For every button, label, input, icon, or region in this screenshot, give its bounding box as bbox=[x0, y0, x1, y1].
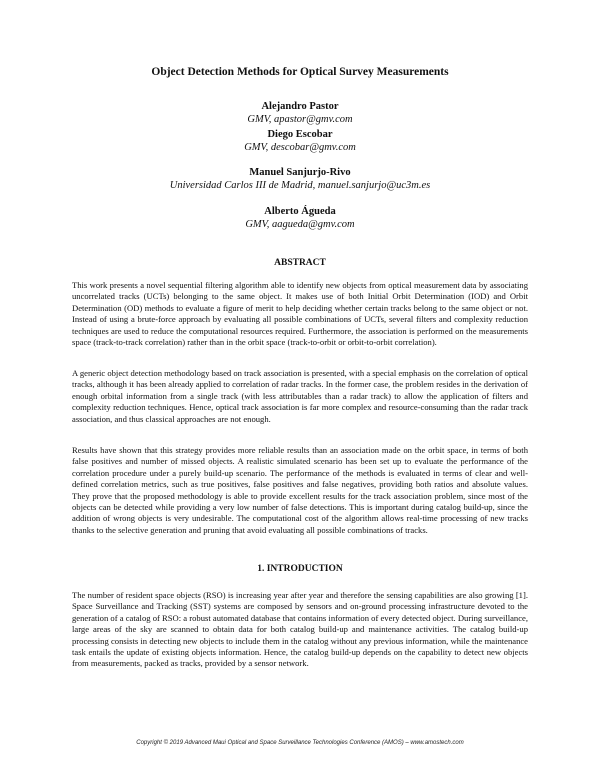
author-name: Manuel Sanjurjo-Rivo bbox=[249, 167, 351, 178]
author-affiliation: GMV, descobar@gmv.com bbox=[244, 142, 356, 153]
page-footer: Copyright © 2019 Advanced Maui Optical and Space Surveillance Technologies Conference (AMOS) – www.amostech.com bbox=[136, 740, 464, 746]
abstract-paragraph: Results have shown that this strategy provides more reliable results than an association made on the orbit space, in terms of both false positives and number of missed objects. A realistic simulated scenario has been set up to evaluate the performance of the correlation procedure under a purely build-up scenario. The performance of the methods is evaluated in terms of clear and well-defined correlation metrics, such as true positives, false positives and false negatives, providing both ratios and absolute values. They prove that the proposed methodology is able to provide excellent results for the track association problem, since most of the objects can be detected while providing a very low number of false detections. This is important during catalog build-up, since the addition of wrong objects is very undesirable. The computational cost of the algorithm allows real-time processing of new tracks thanks to the selective generation and pruning that avoid evaluating all possible combinations of tracks. bbox=[72, 445, 528, 535]
introduction-paragraph: The number of resident space objects (RSO) is increasing year after year and therefore the sensing capabilities are also growing [1]. Space Surveillance and Tracking (SST) systems are composed by sensors and on-ground processing infrastructure devoted to the generation of a catalog of RSO: a robust automated database that contains information of every detected object. During surveillance, large areas of the sky are scanned to obtain data for both catalog build-up and maintenance activities. The catalog build-up processing consists in detecting new objects to include them in the catalog without any previous information, while the maintenance task entails the update of existing objects information. Hence, the catalog build-up depends on the capability to detect new objects from measurements, packed as tracks, provided by a sensor network. bbox=[72, 590, 528, 669]
abstract-heading: ABSTRACT bbox=[274, 258, 326, 268]
abstract-paragraph: A generic object detection methodology based on track association is presented, with a special emphasis on the correlation of optical tracks, although it has been already applied to correlation of radar tracks. In the former case, the problem resides in the derivation of enough orbital information from a single track (with less attributables than a radar track) to allow the application of filters and complexity reduction techniques. Hence, optical track association is far more complex and resource-consuming than the radar track association, and thus classical approaches are not enough. bbox=[72, 368, 528, 424]
author-block bbox=[0, 205, 600, 231]
author-block bbox=[0, 128, 600, 154]
author-affiliation: GMV, apastor@gmv.com bbox=[247, 114, 353, 125]
author-block bbox=[0, 100, 600, 126]
author-name: Alejandro Pastor bbox=[261, 101, 339, 112]
paper-title: Object Detection Methods for Optical Survey Measurements bbox=[151, 66, 449, 78]
author-block bbox=[0, 166, 600, 192]
author-name: Diego Escobar bbox=[267, 129, 333, 140]
abstract-paragraph: This work presents a novel sequential filtering algorithm able to identify new objects from optical measurement data by associating uncorrelated tracks (UCTs) belonging to the same object. It makes use of both Initial Orbit Determination (IOD) and Orbit Determination (OD) methods to evaluate a figure of merit to help deciding whether certain tracks belong to the same object or not. Instead of using a brute-force approach by evaluating all possible combinations of UCTs, several filters and complexity reduction techniques are used to reduce the computational resources required. Furthermore, the association is performed on the measurements space (track-to-track correlation) rather than in the orbit space (track-to-orbit or orbit-to-orbit correlation). bbox=[72, 280, 528, 348]
author-name: Alberto Águeda bbox=[264, 206, 336, 217]
section-heading-introduction: 1. INTRODUCTION bbox=[257, 564, 343, 574]
author-affiliation: GMV, aagueda@gmv.com bbox=[245, 219, 355, 230]
author-affiliation: Universidad Carlos III de Madrid, manuel.sanjurjo@uc3m.es bbox=[169, 180, 431, 191]
